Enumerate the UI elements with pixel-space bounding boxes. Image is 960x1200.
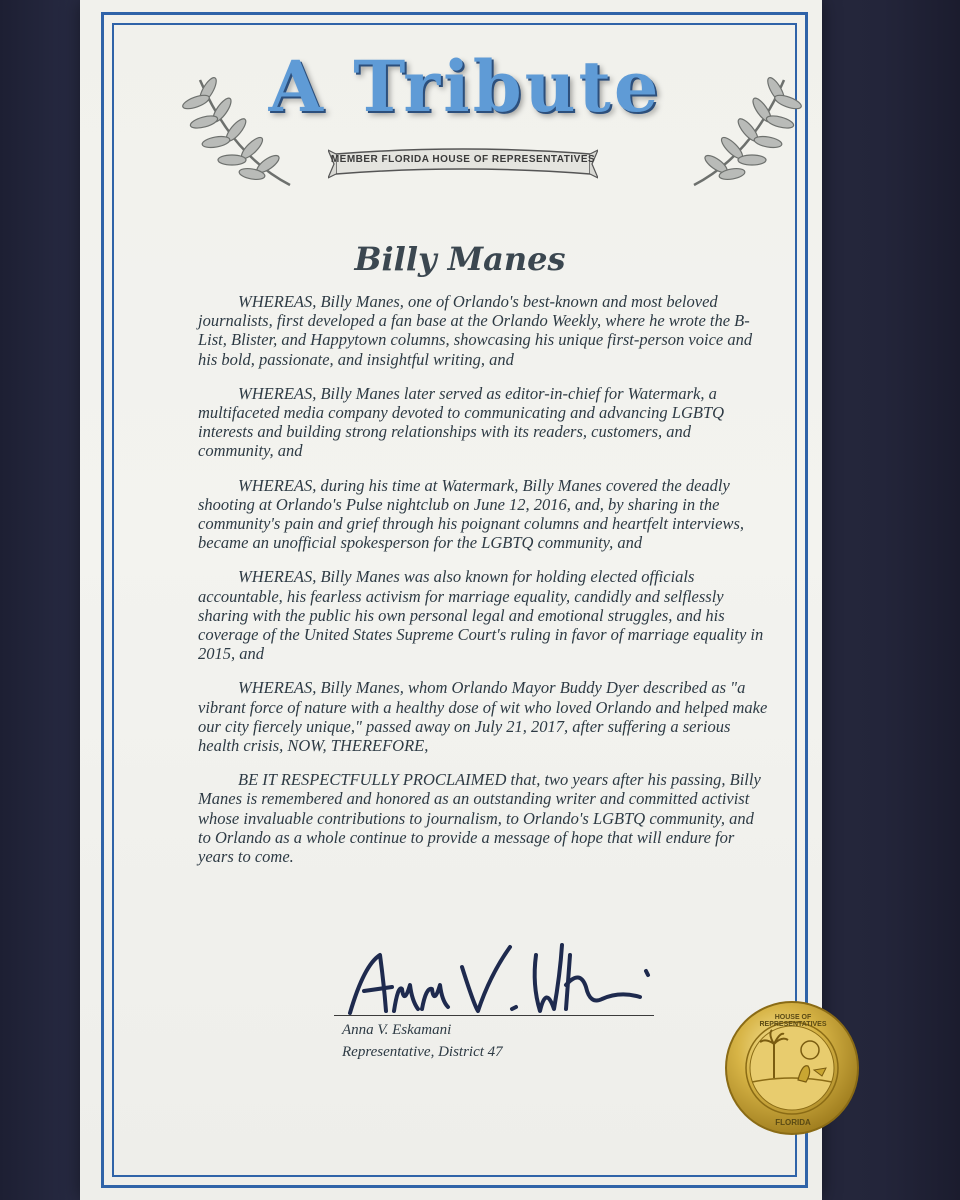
certificate-paper	[80, 0, 827, 1200]
proclaimed-paragraph: BE IT RESPECTFULLY PROCLAIMED that, two years after his passing, Billy Manes is remembered and honored as an outstanding writer and committed activist whose invaluable contributions to journalism, to Orlando's LGBTQ community, and to Orlando as a whole continue to provide a message of hope that will endure for years to come.	[198, 770, 761, 867]
certificate-title: A Tribute	[268, 45, 662, 128]
proclamation-body	[198, 292, 768, 881]
ribbon-icon	[328, 140, 598, 190]
signer-name: Anna V. Eskamani	[342, 1022, 452, 1038]
signature-line	[334, 1015, 654, 1016]
whereas-paragraph-3: WHEREAS, during his time at Watermark, Billy Manes covered the deadly shooting at Orlando's Pulse nightclub on June 12, 2016, and, by sharing in the community's pain and grief through his poignant columns and heartfelt interviews, became an unofficial spokesperson for the LGBTQ community, and	[198, 475, 745, 553]
whereas-paragraph-4: WHEREAS, Billy Manes was also known for holding elected officials accountable, his fearless activism for marriage equality, candidly and selflessly sharing with the public his own personal legal and emotional struggles, and his coverage of the United States Supreme Court's ruling in favor of marriage equality in 2015, and	[198, 567, 764, 664]
signer-title: Representative, District 47	[342, 1044, 503, 1060]
laurel-right-icon	[682, 60, 812, 190]
seal-top-text: HOUSE OF REPRESENTATIVES	[759, 1014, 827, 1028]
signature-icon	[340, 925, 660, 1025]
ribbon-text: MEMBER FLORIDA HOUSE OF REPRESENTATIVES	[330, 154, 596, 165]
honoree-name: Billy Manes	[354, 240, 566, 278]
whereas-paragraph-1: WHEREAS, Billy Manes, one of Orlando's best-known and most beloved journalists, first developed a fan base at the Orlando Weekly, where he wrote the B-List, Blister, and Happytown columns, showcasing his unique first-person voice and his bold, passionate, and insightful writing, and	[198, 292, 753, 369]
whereas-paragraph-5: WHEREAS, Billy Manes, whom Orlando Mayor Buddy Dyer described as "a vibrant force of nature with a healthy dose of wit who loved Orlando and helped make our city fiercely unique," passed away on July 21, 2017, after suffering a serious health crisis, NOW, THEREFORE,	[198, 678, 768, 756]
seal-bottom-text: FLORIDA	[775, 1118, 811, 1127]
member-ribbon	[328, 140, 598, 190]
whereas-paragraph-2: WHEREAS, Billy Manes later served as editor-in-chief for Watermark, a multifaceted media company devoted to communicating and advancing LGBTQ interests and building strong relationships with its readers, customers, and community, and	[198, 383, 725, 461]
